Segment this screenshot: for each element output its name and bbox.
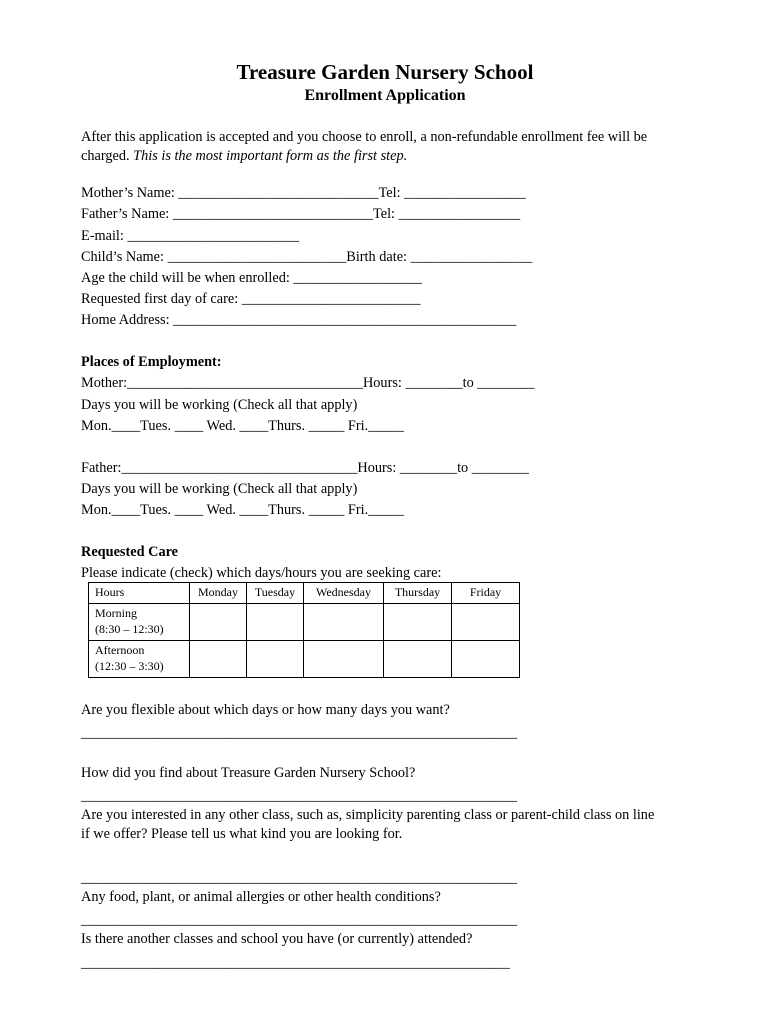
row-time: (12:30 – 3:30) bbox=[95, 659, 164, 673]
school-question: Is there another classes and school you have (or currently) attended? bbox=[81, 931, 473, 947]
find-answer-line[interactable]: _____________________________________________________________ bbox=[81, 788, 518, 804]
other-class-question-1: Are you interested in any other class, such as, simplicity parenting class or parent-child class on line bbox=[81, 807, 655, 823]
col-tuesday: Tuesday bbox=[247, 583, 304, 604]
row-label: Morning bbox=[95, 606, 137, 620]
col-hours: Hours bbox=[89, 583, 190, 604]
care-table-header bbox=[89, 583, 520, 604]
col-monday: Monday bbox=[190, 583, 247, 604]
email-field[interactable]: E-mail: ________________________ bbox=[81, 228, 300, 244]
table-row bbox=[89, 604, 520, 641]
mother-name-field[interactable]: Mother’s Name: ____________________________Tel: _________________ bbox=[81, 185, 526, 201]
other-class-question-2: if we offer? Please tell us what kind you are looking for. bbox=[81, 826, 403, 842]
intro-line-1: After this application is accepted and you choose to enroll, a non-refundable enrollment fee will be bbox=[81, 129, 648, 145]
check-cell[interactable] bbox=[304, 604, 384, 641]
father-name-field[interactable]: Father’s Name: ____________________________Tel: _________________ bbox=[81, 206, 521, 222]
check-cell[interactable] bbox=[247, 641, 304, 678]
flexible-answer-line[interactable]: _____________________________________________________________ bbox=[81, 725, 518, 741]
other-class-answer-line[interactable]: _____________________________________________________________ bbox=[81, 870, 518, 886]
care-heading: Requested Care bbox=[81, 544, 179, 560]
flexible-question: Are you flexible about which days or how many days you want? bbox=[81, 702, 450, 718]
mother-employment-field[interactable]: Mother:_________________________________Hours: ________to ________ bbox=[81, 375, 535, 391]
address-field[interactable]: Home Address: ________________________________________________ bbox=[81, 312, 517, 328]
employment-heading: Places of Employment: bbox=[81, 354, 222, 370]
father-employment-field[interactable]: Father:_________________________________Hours: ________to ________ bbox=[81, 460, 529, 476]
check-cell[interactable] bbox=[190, 604, 247, 641]
row-label-morning bbox=[89, 604, 190, 641]
intro-italic: This is the most important form as the first step. bbox=[133, 148, 408, 164]
mother-days-prompt: Days you will be working (Check all that apply) bbox=[81, 397, 358, 413]
row-label-afternoon bbox=[89, 641, 190, 678]
check-cell[interactable] bbox=[190, 641, 247, 678]
mother-days-field[interactable]: Mon.____Tues. ____ Wed. ____Thurs. _____ Fri._____ bbox=[81, 418, 404, 434]
row-label: Afternoon bbox=[95, 643, 145, 657]
intro-plain: charged. bbox=[81, 148, 134, 164]
check-cell[interactable] bbox=[384, 604, 452, 641]
col-thursday: Thursday bbox=[384, 583, 452, 604]
care-table bbox=[88, 582, 520, 678]
school-answer-line[interactable]: ____________________________________________________________ bbox=[81, 955, 510, 971]
child-name-field[interactable]: Child’s Name: _________________________Birth date: _________________ bbox=[81, 249, 533, 265]
col-friday: Friday bbox=[452, 583, 520, 604]
age-field[interactable]: Age the child will be when enrolled: __________________ bbox=[81, 270, 423, 286]
allergies-question: Any food, plant, or animal allergies or other health conditions? bbox=[81, 889, 441, 905]
check-cell[interactable] bbox=[384, 641, 452, 678]
check-cell[interactable] bbox=[452, 604, 520, 641]
find-question: How did you find about Treasure Garden Nursery School? bbox=[81, 765, 416, 781]
allergies-answer-line[interactable]: _____________________________________________________________ bbox=[81, 912, 518, 928]
intro-line-2 bbox=[81, 147, 407, 165]
first-day-field[interactable]: Requested first day of care: _________________________ bbox=[81, 291, 421, 307]
father-days-prompt: Days you will be working (Check all that apply) bbox=[81, 481, 358, 497]
col-wednesday: Wednesday bbox=[304, 583, 384, 604]
check-cell[interactable] bbox=[304, 641, 384, 678]
page-subtitle: Enrollment Application bbox=[304, 87, 466, 104]
care-prompt: Please indicate (check) which days/hours you are seeking care: bbox=[81, 565, 442, 581]
father-days-field[interactable]: Mon.____Tues. ____ Wed. ____Thurs. _____ Fri._____ bbox=[81, 502, 404, 518]
row-time: (8:30 – 12:30) bbox=[95, 622, 164, 636]
page-title: Treasure Garden Nursery School bbox=[236, 60, 534, 84]
check-cell[interactable] bbox=[452, 641, 520, 678]
check-cell[interactable] bbox=[247, 604, 304, 641]
table-row bbox=[89, 641, 520, 678]
